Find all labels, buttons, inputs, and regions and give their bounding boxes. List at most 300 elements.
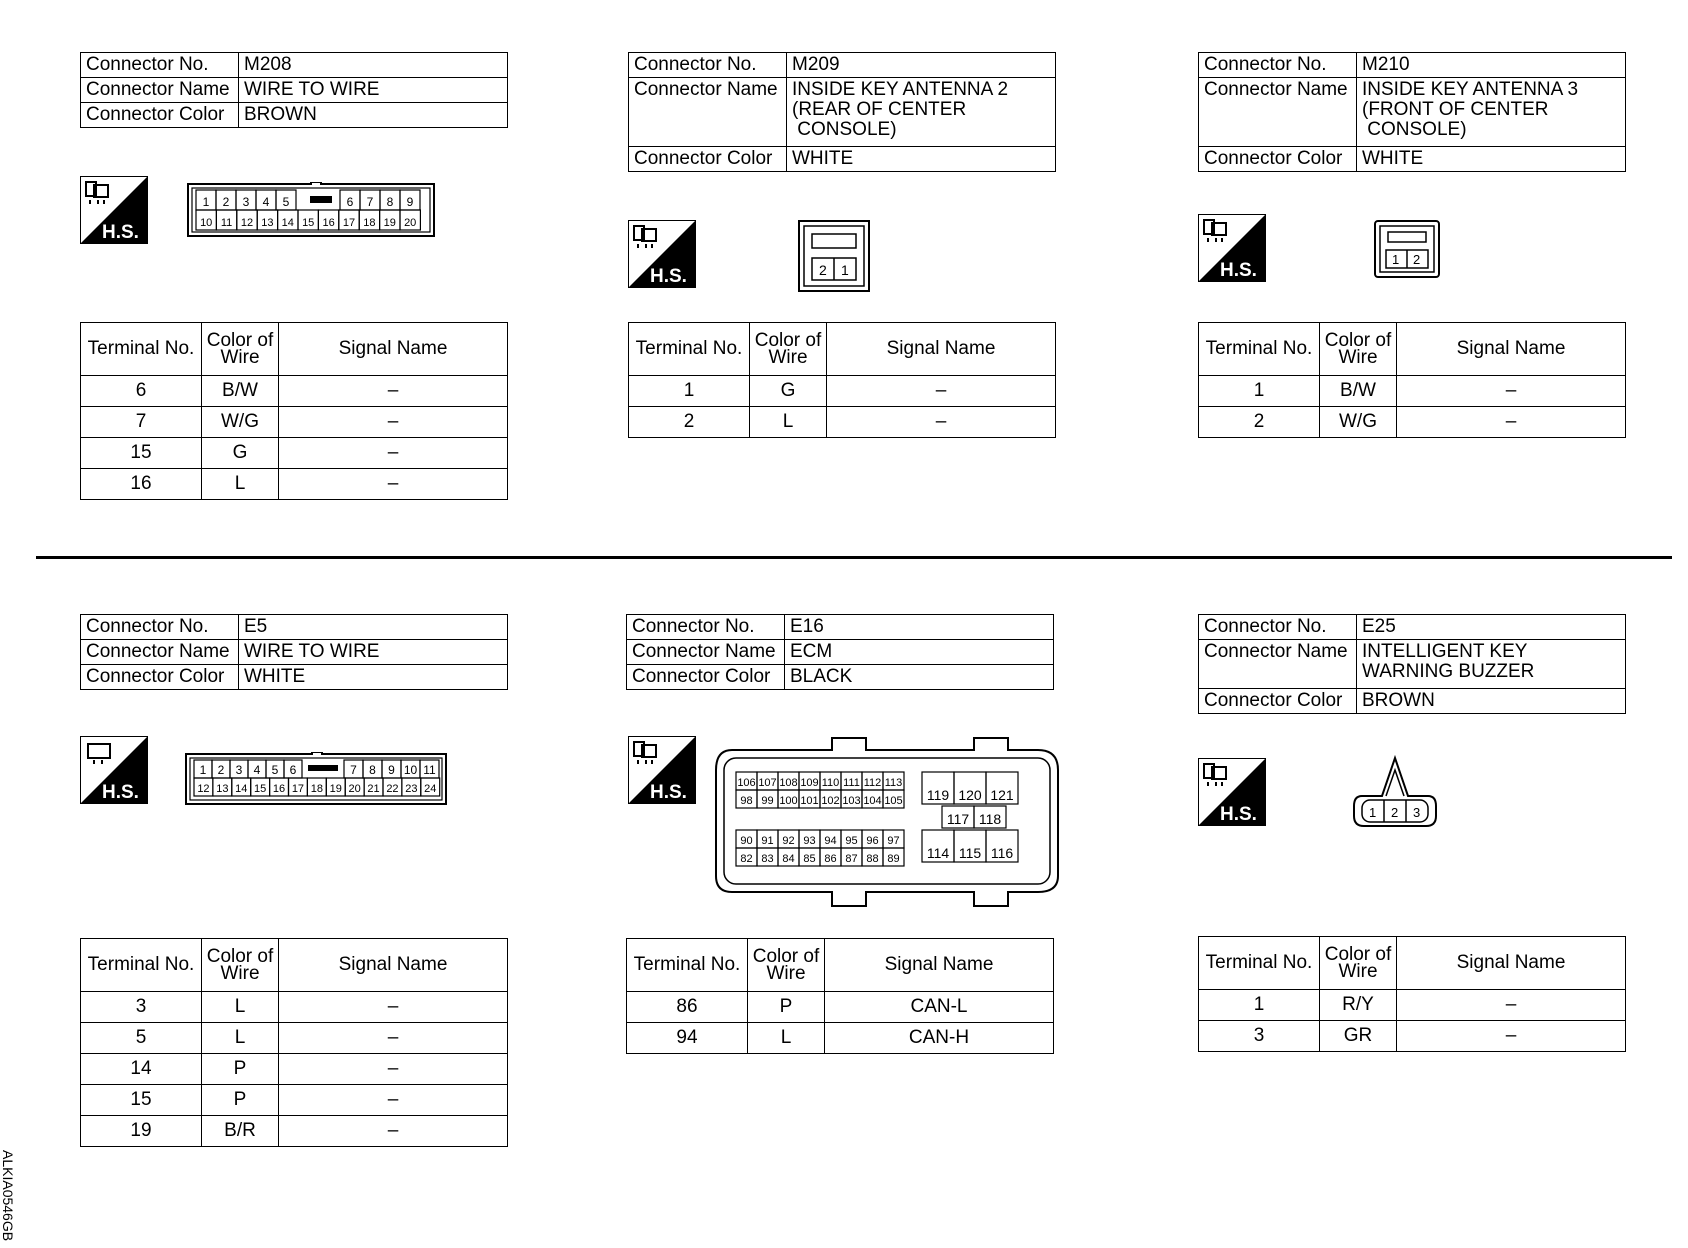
pin-label: 21 xyxy=(367,783,380,795)
wire-text: Wire xyxy=(768,347,808,368)
pin-cavity xyxy=(778,790,799,808)
signal-name-cell: – xyxy=(279,992,508,1023)
pin-label: 19 xyxy=(383,217,396,229)
pin-label: 93 xyxy=(803,835,816,847)
pin-cavity xyxy=(974,806,1006,828)
color-of-text: Color of xyxy=(754,330,822,351)
pin-label: 1 xyxy=(1392,252,1400,267)
pin-cavity xyxy=(799,772,820,790)
pin-label: 102 xyxy=(821,795,840,807)
wire-color-cell: P xyxy=(202,1085,279,1116)
pin-cavity xyxy=(799,790,820,808)
pin-cavity xyxy=(266,760,284,778)
terminal-no-header: Terminal No. xyxy=(1199,937,1320,990)
wire-color-cell: B/R xyxy=(202,1116,279,1147)
connector-info-table xyxy=(626,614,1054,690)
signal-name-cell: – xyxy=(279,1116,508,1147)
pin-cavity xyxy=(326,778,345,796)
pin-cavity xyxy=(380,210,400,230)
pin-cavity xyxy=(232,778,251,796)
pin-label: 97 xyxy=(887,835,900,847)
color-of-text: Color of xyxy=(206,946,274,967)
pin-label: 6 xyxy=(346,195,354,209)
wire-color-cell: L xyxy=(202,1023,279,1054)
connector-color-label: Connector Color xyxy=(81,103,239,128)
connector-name-value xyxy=(787,78,1056,147)
color-of-text: Color of xyxy=(1324,944,1392,965)
connector-no-label: Connector No. xyxy=(1199,53,1357,78)
harness-side-icon xyxy=(1198,214,1266,282)
pin-cavity xyxy=(862,772,883,790)
name-line: INSIDE KEY ANTENNA 3 xyxy=(1362,79,1579,100)
name-line: INSIDE KEY ANTENNA 2 xyxy=(792,79,1009,100)
pin-cavity xyxy=(380,190,400,210)
pin-cavity xyxy=(778,848,799,866)
wire-color-header xyxy=(748,939,825,992)
pin-label: 2 xyxy=(222,195,230,209)
pin-label: 98 xyxy=(740,795,753,807)
pin-cavity xyxy=(213,778,232,796)
harness-side-icon xyxy=(1198,758,1266,826)
pin-cavity xyxy=(862,848,883,866)
pin-cavity xyxy=(778,772,799,790)
wire-color-cell: P xyxy=(748,992,825,1023)
pin-label: 13 xyxy=(216,783,229,795)
pin-label: 91 xyxy=(761,835,774,847)
table-row xyxy=(81,1023,508,1054)
terminal-cell: 1 xyxy=(1199,376,1320,407)
table-row xyxy=(1199,376,1626,407)
pin-label: 24 xyxy=(424,783,437,795)
connector-name-label: Connector Name xyxy=(81,640,239,665)
terminal-cell: 14 xyxy=(81,1054,202,1085)
pin-label: 107 xyxy=(758,777,777,789)
terminal-cell: 15 xyxy=(81,1085,202,1116)
pin-cavity xyxy=(986,830,1018,862)
pin-label: 3 xyxy=(242,195,250,209)
pin-label: 17 xyxy=(291,783,305,795)
pin-cavity xyxy=(757,830,778,848)
pin-label: 101 xyxy=(800,795,819,807)
pin-label: 15 xyxy=(254,783,267,795)
pin-label: 111 xyxy=(843,777,860,789)
pin-label: 103 xyxy=(842,795,861,807)
pin-label: 5 xyxy=(271,763,279,777)
wire-color-cell: G xyxy=(750,376,827,407)
pin-cavity xyxy=(196,190,216,210)
pin-label: 88 xyxy=(866,853,879,865)
pin-label: 1 xyxy=(202,195,210,209)
name-line: CONSOLE) xyxy=(792,119,897,140)
pin-cavity xyxy=(359,210,379,230)
pin-label: 12 xyxy=(197,783,210,795)
pin-cavity xyxy=(278,210,298,230)
connector-face-e16 xyxy=(712,736,1062,910)
connector-no-label: Connector No. xyxy=(1199,615,1357,640)
table-header-row xyxy=(81,323,508,376)
pin-cavity xyxy=(340,190,360,210)
terminal-cell: 3 xyxy=(1199,1021,1320,1052)
pin-label: 10 xyxy=(403,763,418,777)
table-header-row xyxy=(629,323,1056,376)
pin-cavity xyxy=(420,760,439,778)
wire-text: Wire xyxy=(1338,347,1378,368)
connector-no-value: M209 xyxy=(787,53,1056,78)
pin-label: 95 xyxy=(845,835,858,847)
pin-cavity xyxy=(230,760,248,778)
pin-label: 2 xyxy=(1391,805,1399,820)
pin-label: 17 xyxy=(342,217,356,229)
pin-cavity xyxy=(778,830,799,848)
table-row xyxy=(627,1023,1054,1054)
pin-cavity xyxy=(383,778,402,796)
connector-color-label: Connector Color xyxy=(627,665,785,690)
wire-color-header xyxy=(202,323,279,376)
pin-label: 86 xyxy=(824,853,837,865)
pin-cavity xyxy=(954,830,986,862)
pin-label: 90 xyxy=(740,835,753,847)
pin-label: 19 xyxy=(329,783,342,795)
pin-cavity xyxy=(400,190,420,210)
connector-color-value: BROWN xyxy=(1357,689,1626,714)
connector-no-value: M210 xyxy=(1357,53,1626,78)
lock-tab xyxy=(310,196,332,203)
pin-label: 115 xyxy=(958,845,982,861)
connector-color-value: WHITE xyxy=(1357,147,1626,172)
pin-label: 1 xyxy=(841,262,849,278)
wire-text: Wire xyxy=(220,347,260,368)
terminal-cell: 15 xyxy=(81,438,202,469)
wire-color-header xyxy=(202,939,279,992)
signal-name-cell: – xyxy=(279,1054,508,1085)
pin-cavity xyxy=(256,190,276,210)
pin-cavity xyxy=(862,790,883,808)
pin-cavity xyxy=(421,778,440,796)
pin-cavity xyxy=(841,790,862,808)
wire-color-cell: B/W xyxy=(202,376,279,407)
signal-name-cell: – xyxy=(827,407,1056,438)
terminal-no-header: Terminal No. xyxy=(81,323,202,376)
table-row xyxy=(629,407,1056,438)
wire-color-cell: B/W xyxy=(1320,376,1397,407)
color-of-text: Color of xyxy=(1324,330,1392,351)
pin-cavity xyxy=(841,772,862,790)
terminal-table xyxy=(1198,936,1626,1052)
terminal-no-header: Terminal No. xyxy=(1199,323,1320,376)
signal-name-cell: – xyxy=(1397,407,1626,438)
table-row xyxy=(627,992,1054,1023)
connector-name-label: Connector Name xyxy=(81,78,239,103)
pin-cavity xyxy=(237,210,257,230)
pin-cavity xyxy=(298,210,318,230)
pin-cavity xyxy=(736,848,757,866)
name-line: CONSOLE) xyxy=(1362,119,1467,140)
pin-cavity xyxy=(248,760,266,778)
pin-cavity xyxy=(402,778,421,796)
pin-cavity xyxy=(942,806,974,828)
wire-color-cell: W/G xyxy=(202,407,279,438)
table-row xyxy=(81,376,508,407)
pin-label: 5 xyxy=(282,195,290,209)
pin-label: 104 xyxy=(863,795,882,807)
svg-text:H.S.: H.S. xyxy=(102,222,139,243)
pin-cavity xyxy=(736,772,757,790)
pin-label: 10 xyxy=(200,217,213,229)
signal-name-cell: – xyxy=(1397,376,1626,407)
signal-name-header: Signal Name xyxy=(279,323,508,376)
pin-cavity xyxy=(799,848,820,866)
signal-name-cell: – xyxy=(1397,1021,1626,1052)
signal-name-cell: – xyxy=(279,1085,508,1116)
pin-cavity xyxy=(922,830,954,862)
pin-cavity xyxy=(307,778,326,796)
pin-label: 11 xyxy=(220,217,233,229)
signal-name-cell: – xyxy=(279,376,508,407)
terminal-cell: 5 xyxy=(81,1023,202,1054)
connector-no-label: Connector No. xyxy=(627,615,785,640)
wire-color-header xyxy=(1320,937,1397,990)
table-header-row xyxy=(1199,323,1626,376)
connector-no-value: M208 xyxy=(239,53,508,78)
pin-cavity xyxy=(318,210,338,230)
pin-label: 94 xyxy=(824,835,837,847)
signal-name-cell: – xyxy=(279,407,508,438)
connector-color-label: Connector Color xyxy=(81,665,239,690)
terminal-no-header: Terminal No. xyxy=(627,939,748,992)
connector-info-table xyxy=(80,52,508,128)
name-line: WARNING BUZZER xyxy=(1362,661,1535,682)
pin-cavity xyxy=(251,778,270,796)
connector-face-m210 xyxy=(1374,220,1440,278)
pin-cavity xyxy=(284,760,302,778)
wire-color-cell: L xyxy=(748,1023,825,1054)
pin-label: 119 xyxy=(926,787,950,803)
pin-label: 2 xyxy=(1413,252,1421,267)
terminal-cell: 1 xyxy=(1199,990,1320,1021)
svg-text:H.S.: H.S. xyxy=(650,782,687,803)
pin-label: 1 xyxy=(1369,805,1377,820)
wire-color-cell: L xyxy=(750,407,827,438)
pin-label: 82 xyxy=(740,853,753,865)
pin-label: 85 xyxy=(803,853,816,865)
pin-cavity xyxy=(344,760,363,778)
connector-info-table xyxy=(1198,614,1626,714)
pin-cavity xyxy=(363,760,382,778)
pin-cavity xyxy=(820,830,841,848)
pin-label: 18 xyxy=(363,217,376,229)
name-line: (FRONT OF CENTER xyxy=(1362,99,1549,120)
pin-label: 89 xyxy=(887,853,900,865)
table-row xyxy=(1199,407,1626,438)
pin-label: 9 xyxy=(388,763,395,777)
harness-side-icon xyxy=(80,736,148,804)
wire-text: Wire xyxy=(220,963,260,984)
signal-name-header: Signal Name xyxy=(279,939,508,992)
connector-info-table xyxy=(1198,52,1626,172)
wire-text: Wire xyxy=(766,963,806,984)
connector-name-label: Connector Name xyxy=(1199,78,1357,147)
pin-label: 114 xyxy=(926,845,950,861)
pin-label: 87 xyxy=(845,853,858,865)
signal-name-header: Signal Name xyxy=(1397,323,1626,376)
color-of-text: Color of xyxy=(206,330,274,351)
figure-code: ALKIA0546GB xyxy=(0,1150,16,1242)
pin-label: 8 xyxy=(386,195,394,209)
connector-name-value: WIRE TO WIRE xyxy=(239,640,508,665)
terminal-cell: 6 xyxy=(81,376,202,407)
pin-cavity xyxy=(289,778,308,796)
svg-text:H.S.: H.S. xyxy=(102,782,139,803)
pin-cavity xyxy=(236,190,256,210)
signal-name-cell: – xyxy=(1397,990,1626,1021)
connector-name-label: Connector Name xyxy=(1199,640,1357,689)
lock-tab xyxy=(308,765,338,771)
connector-color-value: BROWN xyxy=(239,103,508,128)
name-line: (REAR OF CENTER xyxy=(792,99,967,120)
terminal-table xyxy=(1198,322,1626,438)
terminal-cell: 2 xyxy=(1199,407,1320,438)
wire-color-header xyxy=(750,323,827,376)
wire-color-header xyxy=(1320,323,1397,376)
pin-cavity xyxy=(954,772,986,804)
section-divider xyxy=(36,556,1672,559)
pin-cavity xyxy=(757,848,778,866)
pin-label: 2 xyxy=(819,262,827,278)
pin-label: 121 xyxy=(990,787,1014,803)
wire-color-cell: W/G xyxy=(1320,407,1397,438)
table-row xyxy=(81,1116,508,1147)
pin-label: 92 xyxy=(782,835,795,847)
pin-cavity xyxy=(883,772,904,790)
pin-cavity xyxy=(799,830,820,848)
signal-name-cell: – xyxy=(279,469,508,500)
signal-name-cell: CAN-H xyxy=(825,1023,1054,1054)
pin-cavity xyxy=(194,778,213,796)
pin-label: 120 xyxy=(958,787,982,803)
connector-no-label: Connector No. xyxy=(629,53,787,78)
pin-label: 12 xyxy=(240,217,254,229)
terminal-cell: 86 xyxy=(627,992,748,1023)
wire-color-cell: L xyxy=(202,469,279,500)
pin-label: 7 xyxy=(366,195,374,209)
pin-cavity xyxy=(270,778,289,796)
connector-color-value: WHITE xyxy=(239,665,508,690)
terminal-no-header: Terminal No. xyxy=(81,939,202,992)
pin-cavity xyxy=(841,848,862,866)
connector-no-value: E25 xyxy=(1357,615,1626,640)
name-line: INTELLIGENT KEY xyxy=(1362,641,1528,662)
connector-no-label: Connector No. xyxy=(81,53,239,78)
pin-label: 96 xyxy=(866,835,879,847)
pin-label: 4 xyxy=(262,195,270,209)
pin-cavity xyxy=(339,210,359,230)
connector-no-value: E16 xyxy=(785,615,1054,640)
pin-cavity xyxy=(736,790,757,808)
pin-cavity xyxy=(820,772,841,790)
table-row xyxy=(81,1054,508,1085)
wire-color-cell: GR xyxy=(1320,1021,1397,1052)
pin-cavity xyxy=(212,760,230,778)
pin-label: 4 xyxy=(253,763,261,777)
pin-cavity xyxy=(364,778,383,796)
connector-color-label: Connector Color xyxy=(1199,689,1357,714)
signal-name-header: Signal Name xyxy=(827,323,1056,376)
pin-cavity xyxy=(757,772,778,790)
pin-cavity xyxy=(382,760,401,778)
pin-label: 108 xyxy=(779,777,798,789)
pin-cavity xyxy=(820,790,841,808)
pin-label: 6 xyxy=(289,763,297,777)
connector-face-e5 xyxy=(184,752,448,806)
connector-no-label: Connector No. xyxy=(81,615,239,640)
pin-cavity xyxy=(883,790,904,808)
pin-cavity xyxy=(216,210,236,230)
harness-side-icon xyxy=(628,736,696,804)
table-row xyxy=(1199,1021,1626,1052)
wire-color-cell: R/Y xyxy=(1320,990,1397,1021)
terminal-cell: 2 xyxy=(629,407,750,438)
table-header-row xyxy=(1199,937,1626,990)
connector-name-label: Connector Name xyxy=(629,78,787,147)
signal-name-cell: – xyxy=(279,1023,508,1054)
table-row xyxy=(629,376,1056,407)
signal-name-cell: CAN-L xyxy=(825,992,1054,1023)
pin-label: 9 xyxy=(406,195,414,209)
table-row xyxy=(81,438,508,469)
pin-label: 109 xyxy=(800,777,819,789)
harness-side-icon xyxy=(80,176,148,244)
terminal-cell: 19 xyxy=(81,1116,202,1147)
pin-label: 116 xyxy=(990,845,1014,861)
connector-face-m209 xyxy=(798,220,870,292)
pin-label: 23 xyxy=(405,783,418,795)
pin-cavity xyxy=(883,848,904,866)
pin-cavity xyxy=(401,760,420,778)
signal-name-cell: – xyxy=(279,438,508,469)
terminal-no-header: Terminal No. xyxy=(629,323,750,376)
pin-label: 113 xyxy=(884,777,903,789)
pin-label: 20 xyxy=(348,783,361,795)
pin-label: 110 xyxy=(821,777,840,789)
pin-label: 105 xyxy=(884,795,903,807)
connector-name-value: ECM xyxy=(785,640,1054,665)
pin-cavity xyxy=(862,830,883,848)
pin-cavity xyxy=(345,778,364,796)
pin-cavity xyxy=(360,190,380,210)
pin-label: 8 xyxy=(369,763,376,777)
terminal-cell: 3 xyxy=(81,992,202,1023)
pin-label: 14 xyxy=(281,217,294,229)
color-of-text: Color of xyxy=(752,946,820,967)
pin-label: 106 xyxy=(737,777,756,789)
svg-text:H.S.: H.S. xyxy=(1220,804,1257,825)
pin-label: 3 xyxy=(1413,805,1421,820)
pin-label: 3 xyxy=(235,763,243,777)
pin-cavity xyxy=(400,210,420,230)
connector-info-table xyxy=(628,52,1056,172)
terminal-table xyxy=(80,938,508,1147)
pin-cavity xyxy=(216,190,236,210)
signal-name-header: Signal Name xyxy=(1397,937,1626,990)
table-header-row xyxy=(627,939,1054,992)
connector-color-label: Connector Color xyxy=(1199,147,1357,172)
terminal-table xyxy=(628,322,1056,438)
pin-label: 117 xyxy=(946,811,970,827)
pin-cavity xyxy=(820,848,841,866)
pin-label: 99 xyxy=(761,795,774,807)
pin-label: 100 xyxy=(779,795,798,807)
pin-cavity xyxy=(276,190,296,210)
